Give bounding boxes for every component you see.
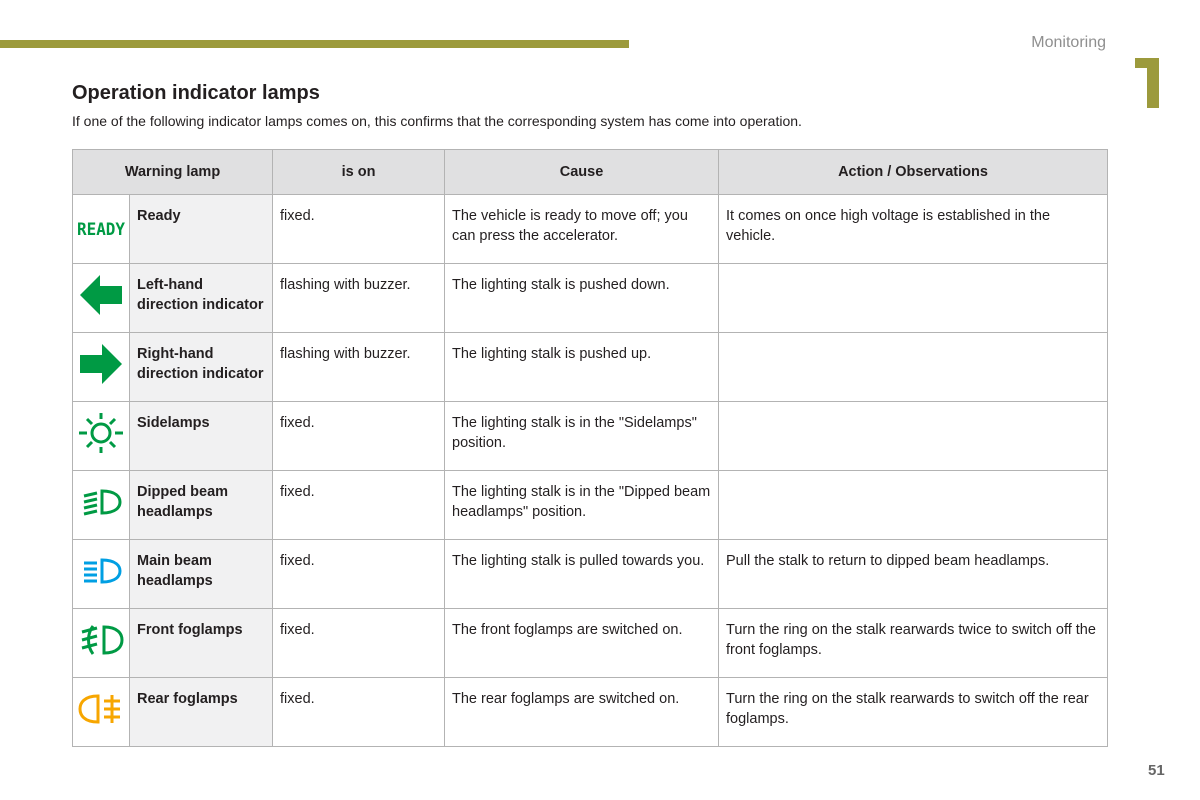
intro-text: If one of the following indicator lamps comes on, this confirms that the corresponding system has come into operation. [72, 113, 802, 129]
main-beam-icon [76, 549, 126, 593]
column-header-action: Action / Observations [719, 150, 1108, 195]
lamp-cause: The rear foglamps are switched on. [445, 678, 719, 747]
page-title: Operation indicator lamps [72, 82, 320, 104]
lamp-cause: The lighting stalk is pushed up. [445, 333, 719, 402]
lamp-cause: The front foglamps are switched on. [445, 609, 719, 678]
lamp-state: fixed. [273, 195, 445, 264]
lamp-action: It comes on once high voltage is established in the vehicle. [719, 195, 1108, 264]
table-row [73, 195, 1108, 264]
table-row [73, 471, 1108, 540]
sidelamps-icon [76, 411, 126, 455]
lamp-name: Rear foglamps [130, 678, 273, 747]
lamp-name: Left-hand direction indicator [130, 264, 273, 333]
table-row [73, 540, 1108, 609]
rear-foglamp-icon [76, 687, 126, 731]
table-row [73, 609, 1108, 678]
lamp-action: Turn the ring on the stalk rearwards twice to switch off the front foglamps. [719, 609, 1108, 678]
lamp-cause: The lighting stalk is in the "Sidelamps" position. [445, 402, 719, 471]
front-foglamp-icon [76, 618, 126, 662]
table-row [73, 264, 1108, 333]
right-arrow-icon [76, 342, 126, 386]
lamp-action [719, 264, 1108, 333]
lamp-name: Right-hand direction indicator [130, 333, 273, 402]
section-label: Monitoring [1031, 34, 1106, 51]
lamp-state: fixed. [273, 609, 445, 678]
ready-icon [76, 204, 126, 248]
lamp-cause: The vehicle is ready to move off; you can press the accelerator. [445, 195, 719, 264]
chapter-number-glyph [1135, 58, 1159, 108]
lamp-cause: The lighting stalk is pulled towards you. [445, 540, 719, 609]
table-header-row [73, 150, 1108, 195]
chapter-number [1135, 48, 1159, 120]
table-row [73, 678, 1108, 747]
lamp-name: Main beam headlamps [130, 540, 273, 609]
ready-icon-text: READY [77, 220, 126, 240]
lamp-name: Sidelamps [130, 402, 273, 471]
column-header-cause: Cause [445, 150, 719, 195]
lamp-state: flashing with buzzer. [273, 333, 445, 402]
left-arrow-icon [76, 273, 126, 317]
lamp-state: fixed. [273, 540, 445, 609]
lamp-name: Ready [130, 195, 273, 264]
dipped-beam-icon [76, 480, 126, 524]
lamp-cause: The lighting stalk is in the "Dipped beam headlamps" position. [445, 471, 719, 540]
column-header-warning-lamp: Warning lamp [73, 150, 273, 195]
header-accent-bar [0, 40, 629, 48]
indicator-lamps-table [72, 149, 1108, 747]
lamp-cause: The lighting stalk is pushed down. [445, 264, 719, 333]
table-row [73, 402, 1108, 471]
lamp-state: fixed. [273, 402, 445, 471]
lamp-action: Pull the stalk to return to dipped beam headlamps. [719, 540, 1108, 609]
column-header-is-on: is on [273, 150, 445, 195]
lamp-state: fixed. [273, 471, 445, 540]
lamp-action [719, 471, 1108, 540]
lamp-name: Front foglamps [130, 609, 273, 678]
table-row [73, 333, 1108, 402]
lamp-state: fixed. [273, 678, 445, 747]
lamp-action [719, 402, 1108, 471]
page-number: 51 [1148, 762, 1165, 779]
lamp-state: flashing with buzzer. [273, 264, 445, 333]
lamp-action: Turn the ring on the stalk rearwards to switch off the rear foglamps. [719, 678, 1108, 747]
lamp-action [719, 333, 1108, 402]
lamp-name: Dipped beam headlamps [130, 471, 273, 540]
